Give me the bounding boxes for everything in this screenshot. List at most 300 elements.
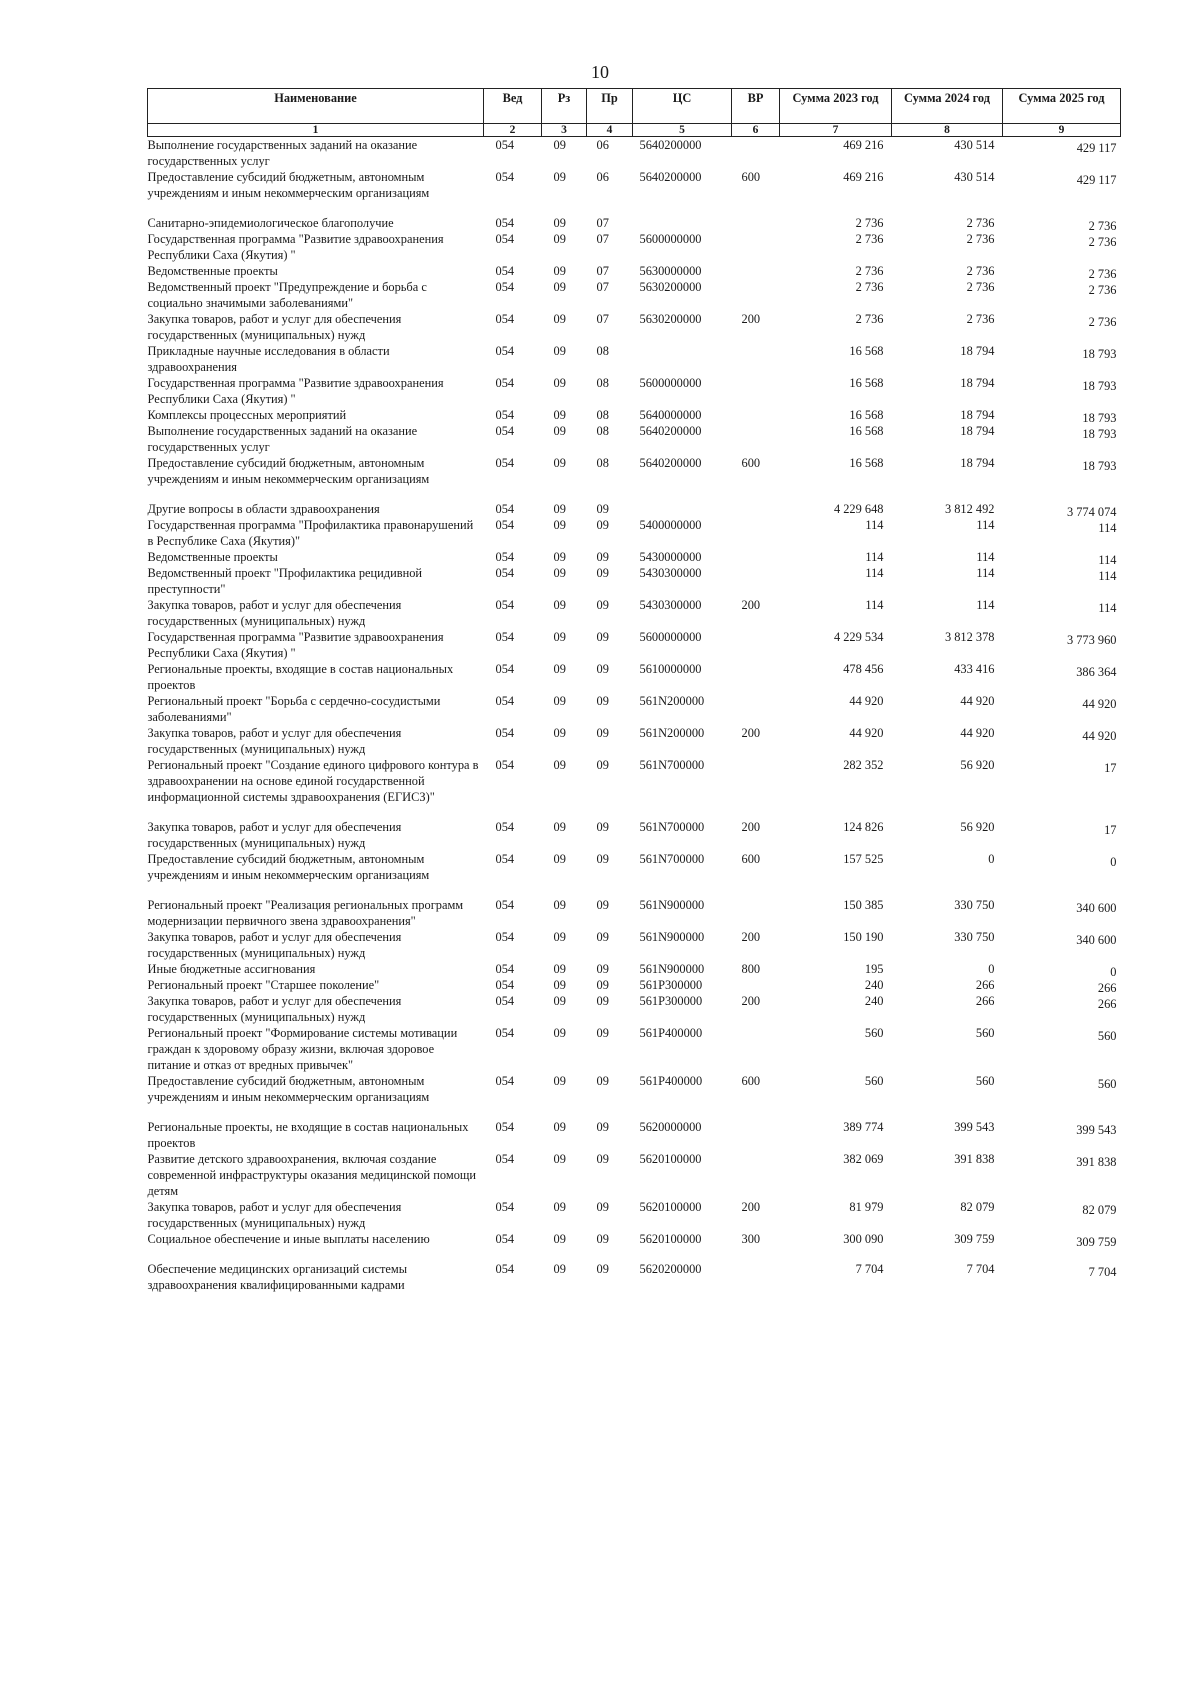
row-vr [732,1025,780,1073]
row-sum-2023: 16 568 [849,344,884,358]
table-row [148,1199,1121,1231]
row-name: Обеспечение медицинских организаций системы здравоохранения квалифицированными кадрами [147,1262,408,1292]
row-sum-2025 [1003,1025,1121,1073]
row-cs: 561P300000 [639,978,703,992]
row-sum-2025-value: 0 [1110,855,1117,869]
row-sum-2025 [1003,215,1121,231]
row-sum-2024: 0 [988,852,995,866]
row-sum-2025 [1003,929,1121,961]
row-rz: 09 [553,694,566,708]
row-pr: 09 [596,852,609,866]
table-row [148,757,1121,805]
spacer-cell [148,201,1121,215]
row-sum-2025-value: 429 117 [1076,173,1117,187]
row-sum-2023: 114 [865,550,884,564]
row-ved: 054 [495,566,515,580]
row-sum-2025-value: 44 920 [1082,697,1117,711]
row-sum-2025 [1003,517,1121,549]
row-vr: 200 [741,1200,761,1214]
table-row [148,311,1121,343]
column-number: 1 [148,124,484,137]
table-row [148,549,1121,565]
table-row [148,851,1121,883]
row-sum-2024: 560 [975,1026,995,1040]
row-cs: 5630200000 [639,312,702,326]
table-row [148,501,1121,517]
row-vr: 600 [741,1074,761,1088]
header-sum-2023: Сумма 2023 год [780,89,892,124]
column-number: 2 [484,124,542,137]
row-name: Санитарно-эпидемиологическое благополучие [147,216,394,230]
row-rz: 09 [553,264,566,278]
row-sum-2023: 478 456 [843,662,884,676]
row-name: Региональный проект "Формирование системы мотивации граждан к здоровому образу жизни, включая здоровое питание и отказ от вредных привычек" [147,1026,458,1072]
budget-table [147,88,1121,1293]
row-sum-2024: 2 736 [966,216,995,230]
row-vr [732,757,780,805]
row-ved: 054 [495,1200,515,1214]
row-sum-2023: 16 568 [849,408,884,422]
row-sum-2024: 2 736 [966,280,995,294]
row-vr: 200 [741,930,761,944]
row-pr: 09 [596,962,609,976]
row-ved: 054 [495,598,515,612]
table-row [148,215,1121,231]
row-cs: 5600000000 [639,376,702,390]
row-cs: 5640200000 [639,170,702,184]
row-sum-2025 [1003,231,1121,263]
row-ved: 054 [495,232,515,246]
table-row [148,597,1121,629]
row-cs: 561N900000 [639,930,705,944]
row-pr: 09 [596,598,609,612]
row-sum-2025-value: 18 793 [1082,411,1117,425]
row-rz: 09 [553,898,566,912]
row-ved: 054 [495,662,515,676]
row-vr: 600 [741,170,761,184]
row-pr: 09 [596,662,609,676]
row-ved: 054 [495,1262,515,1276]
row-vr: 200 [741,726,761,740]
row-sum-2025-value: 114 [1098,601,1117,615]
table-row [148,977,1121,993]
row-sum-2023: 2 736 [855,216,884,230]
column-number: 4 [587,124,633,137]
row-rz: 09 [553,550,566,564]
table-row [148,661,1121,693]
row-rz: 09 [553,598,566,612]
row-ved: 054 [495,852,515,866]
row-ved: 054 [495,170,515,184]
row-name: Государственная программа "Развитие здравоохранения Республики Саха (Якутия) " [147,232,444,262]
row-sum-2023: 240 [864,994,884,1008]
row-sum-2024: 399 543 [954,1120,995,1134]
row-ved: 054 [495,408,515,422]
row-sum-2025-value: 2 736 [1088,267,1117,281]
row-sum-2024: 2 736 [966,232,995,246]
row-cs: 5600000000 [639,232,702,246]
row-sum-2025 [1003,1073,1121,1105]
row-cs [633,343,732,375]
column-number: 6 [732,124,780,137]
row-sum-2025 [1003,501,1121,517]
row-sum-2023: 81 979 [849,1200,884,1214]
row-sum-2025-value: 560 [1097,1077,1117,1091]
row-sum-2024: 391 838 [954,1152,995,1166]
row-sum-2025-value: 82 079 [1082,1203,1117,1217]
row-vr [732,423,780,455]
row-rz: 09 [553,852,566,866]
row-cs: 5640200000 [639,424,702,438]
row-sum-2023: 16 568 [849,456,884,470]
row-cs: 561N200000 [639,694,705,708]
row-rz: 09 [553,408,566,422]
row-sum-2025-value: 114 [1098,521,1117,535]
row-sum-2023: 114 [865,566,884,580]
row-name: Ведомственный проект "Профилактика рецидивной преступности" [147,566,423,596]
row-sum-2023: 44 920 [849,694,884,708]
row-cs: 561N700000 [639,758,705,772]
row-ved: 054 [495,694,515,708]
row-vr [732,565,780,597]
row-sum-2025 [1003,1261,1121,1293]
row-sum-2025-value: 391 838 [1076,1155,1117,1169]
row-vr [732,977,780,993]
table-row [148,897,1121,929]
spacer-cell [148,1105,1121,1119]
row-sum-2025 [1003,311,1121,343]
row-name: Закупка товаров, работ и услуг для обеспечения государственных (муниципальных) нужд [147,994,402,1024]
table-row [148,1231,1121,1247]
row-sum-2025-value: 3 774 074 [1066,505,1117,519]
row-pr: 09 [596,1026,609,1040]
row-sum-2023: 4 229 648 [833,502,884,516]
row-rz: 09 [553,138,566,152]
row-vr [732,897,780,929]
row-rz: 09 [553,630,566,644]
row-sum-2024: 0 [988,962,995,976]
row-sum-2024: 7 704 [966,1262,995,1276]
row-pr: 09 [596,630,609,644]
table-row [148,961,1121,977]
column-number: 5 [633,124,732,137]
row-sum-2024: 44 920 [960,726,995,740]
row-rz: 09 [553,1152,566,1166]
row-pr: 09 [596,1120,609,1134]
row-sum-2025 [1003,375,1121,407]
row-rz: 09 [553,216,566,230]
row-sum-2023: 2 736 [855,312,884,326]
row-sum-2025-value: 18 793 [1082,427,1117,441]
table-row [148,279,1121,311]
table-row [148,1025,1121,1073]
row-ved: 054 [495,264,515,278]
row-ved: 054 [495,1074,515,1088]
row-name: Комплексы процессных мероприятий [147,408,347,422]
header-sum-2024: Сумма 2024 год [892,89,1003,124]
row-sum-2023: 124 826 [843,820,884,834]
row-sum-2024: 430 514 [954,138,995,152]
row-name: Выполнение государственных заданий на оказание государственных услуг [147,424,418,454]
row-cs: 5620100000 [639,1232,702,1246]
row-name: Закупка товаров, работ и услуг для обеспечения государственных (муниципальных) нужд [147,1200,402,1230]
header-sum-2025: Сумма 2025 год [1003,89,1121,124]
table-row [148,169,1121,201]
row-sum-2023: 560 [864,1026,884,1040]
row-sum-2025 [1003,661,1121,693]
row-sum-2023: 114 [865,518,884,532]
row-sum-2025 [1003,137,1121,170]
row-ved: 054 [495,930,515,944]
row-vr [732,693,780,725]
row-sum-2025-value: 340 600 [1076,933,1117,947]
table-row [148,929,1121,961]
row-sum-2025 [1003,1199,1121,1231]
row-ved: 054 [495,138,515,152]
row-pr: 09 [596,898,609,912]
row-sum-2024: 3 812 492 [944,502,995,516]
row-sum-2024: 114 [976,598,995,612]
row-sum-2024: 114 [976,518,995,532]
row-cs: 561N900000 [639,962,705,976]
row-spacer [148,201,1121,215]
row-pr: 09 [596,1232,609,1246]
row-ved: 054 [495,820,515,834]
row-pr: 09 [596,1262,609,1276]
table-row [148,343,1121,375]
row-name: Государственная программа "Профилактика правонарушений в Республике Саха (Якутия)" [147,518,474,548]
row-ved: 054 [495,376,515,390]
table-row [148,1073,1121,1105]
row-pr: 07 [596,280,609,294]
row-sum-2025 [1003,407,1121,423]
row-sum-2023: 469 216 [843,170,884,184]
row-rz: 09 [553,280,566,294]
row-ved: 054 [495,1232,515,1246]
row-vr [732,343,780,375]
row-cs: 5400000000 [639,518,702,532]
row-name: Региональные проекты, входящие в состав национальных проектов [147,662,454,692]
row-cs: 561N700000 [639,852,705,866]
row-sum-2023: 469 216 [843,138,884,152]
row-pr: 09 [596,930,609,944]
row-cs: 5640000000 [639,408,702,422]
row-sum-2025-value: 18 793 [1082,379,1117,393]
row-vr [732,279,780,311]
row-sum-2024: 309 759 [954,1232,995,1246]
row-sum-2023: 16 568 [849,424,884,438]
row-sum-2025 [1003,423,1121,455]
row-sum-2025 [1003,993,1121,1025]
header-ved: Вед [484,89,542,124]
row-vr: 200 [741,312,761,326]
row-sum-2023: 157 525 [843,852,884,866]
row-sum-2023: 382 069 [843,1152,884,1166]
row-pr: 07 [596,232,609,246]
row-cs: 561P400000 [639,1026,703,1040]
row-ved: 054 [495,898,515,912]
row-spacer [148,1105,1121,1119]
row-sum-2025-value: 2 736 [1088,219,1117,233]
row-vr [732,1119,780,1151]
row-sum-2025 [1003,851,1121,883]
row-name: Социальное обеспечение и иные выплаты населению [147,1232,430,1246]
row-sum-2025 [1003,1151,1121,1199]
row-ved: 054 [495,216,515,230]
row-cs: 5430300000 [639,598,702,612]
row-rz: 09 [553,662,566,676]
header-name: Наименование [148,89,484,124]
row-vr [732,629,780,661]
header-cs: ЦС [633,89,732,124]
row-pr: 07 [596,264,609,278]
row-sum-2024: 18 794 [960,456,995,470]
row-sum-2025-value: 429 117 [1076,141,1117,155]
row-cs: 5630200000 [639,280,702,294]
column-number-row [148,124,1121,137]
row-ved: 054 [495,1026,515,1040]
column-number: 3 [542,124,587,137]
row-name: Выполнение государственных заданий на оказание государственных услуг [147,138,418,168]
table-row [148,819,1121,851]
row-rz: 09 [553,962,566,976]
table-row [148,137,1121,170]
row-sum-2025-value: 114 [1098,553,1117,567]
row-rz: 09 [553,1232,566,1246]
row-name: Ведомственный проект "Предупреждение и борьба с социально значимыми заболеваниями" [147,280,427,310]
row-pr: 09 [596,550,609,564]
row-rz: 09 [553,726,566,740]
row-pr: 09 [596,694,609,708]
row-name: Иные бюджетные ассигнования [147,962,316,976]
column-number: 7 [780,124,892,137]
row-name: Ведомственные проекты [147,550,278,564]
row-ved: 054 [495,280,515,294]
header-rz: Рз [542,89,587,124]
row-sum-2024: 430 514 [954,170,995,184]
row-cs: 5610000000 [639,662,702,676]
row-sum-2025 [1003,455,1121,487]
row-sum-2023: 7 704 [855,1262,884,1276]
row-sum-2024: 2 736 [966,264,995,278]
row-sum-2025-value: 386 364 [1076,665,1117,679]
row-ved: 054 [495,978,515,992]
row-pr: 08 [596,456,609,470]
row-rz: 09 [553,312,566,326]
row-sum-2024: 330 750 [954,930,995,944]
row-pr: 08 [596,344,609,358]
row-cs: 5620200000 [639,1262,702,1276]
row-cs: 561P300000 [639,994,703,1008]
row-sum-2023: 4 229 534 [833,630,884,644]
row-rz: 09 [553,930,566,944]
row-sum-2024: 266 [975,978,995,992]
row-rz: 09 [553,376,566,390]
row-sum-2025-value: 340 600 [1076,901,1117,915]
row-sum-2023: 2 736 [855,280,884,294]
row-sum-2024: 330 750 [954,898,995,912]
row-ved: 054 [495,502,515,516]
row-name: Предоставление субсидий бюджетным, автономным учреждениям и иным некоммерческим организациям [147,170,430,200]
header-vr: ВР [732,89,780,124]
row-ved: 054 [495,758,515,772]
row-name: Закупка товаров, работ и услуг для обеспечения государственных (муниципальных) нужд [147,726,402,756]
row-spacer [148,487,1121,501]
row-rz: 09 [553,566,566,580]
row-pr: 07 [596,312,609,326]
table-body [148,137,1121,1294]
row-vr: 200 [741,820,761,834]
header-pr: Пр [587,89,633,124]
row-pr: 09 [596,978,609,992]
row-name: Закупка товаров, работ и услуг для обеспечения государственных (муниципальных) нужд [147,312,402,342]
row-vr [732,137,780,170]
row-pr: 09 [596,758,609,772]
row-spacer [148,1247,1121,1261]
row-name: Прикладные научные исследования в области здравоохранения [147,344,390,374]
row-sum-2024: 56 920 [960,820,995,834]
row-name: Региональный проект "Старшее поколение" [147,978,380,992]
row-name: Предоставление субсидий бюджетным, автономным учреждениям и иным некоммерческим организациям [147,1074,430,1104]
row-sum-2025 [1003,757,1121,805]
row-sum-2025-value: 2 736 [1088,315,1117,329]
row-sum-2024: 433 416 [954,662,995,676]
row-rz: 09 [553,424,566,438]
row-vr [732,1261,780,1293]
row-name: Государственная программа "Развитие здравоохранения Республики Саха (Якутия) " [147,630,444,660]
row-vr [732,407,780,423]
row-vr: 800 [741,962,761,976]
row-sum-2025-value: 399 543 [1076,1123,1117,1137]
row-pr: 09 [596,726,609,740]
row-vr: 300 [741,1232,761,1246]
row-cs: 5620000000 [639,1120,702,1134]
row-sum-2024: 18 794 [960,408,995,422]
row-sum-2024: 266 [975,994,995,1008]
row-vr: 200 [741,598,761,612]
row-cs: 5640200000 [639,138,702,152]
row-rz: 09 [553,1262,566,1276]
row-sum-2025-value: 266 [1097,997,1117,1011]
row-vr [732,501,780,517]
row-sum-2024: 114 [976,566,995,580]
column-number: 8 [892,124,1003,137]
row-sum-2025 [1003,961,1121,977]
table-row [148,693,1121,725]
row-rz: 09 [553,170,566,184]
row-sum-2023: 114 [865,598,884,612]
row-spacer [148,805,1121,819]
row-pr: 09 [596,820,609,834]
row-cs: 5630000000 [639,264,702,278]
row-sum-2024: 82 079 [960,1200,995,1214]
row-rz: 09 [553,994,566,1008]
row-sum-2024: 560 [975,1074,995,1088]
row-sum-2024: 114 [976,550,995,564]
row-rz: 09 [553,344,566,358]
row-sum-2025 [1003,897,1121,929]
row-name: Другие вопросы в области здравоохранения [147,502,380,516]
row-rz: 09 [553,232,566,246]
row-sum-2025-value: 18 793 [1082,459,1117,473]
row-vr [732,517,780,549]
row-cs: 5430300000 [639,566,702,580]
row-sum-2025 [1003,725,1121,757]
row-rz: 09 [553,820,566,834]
row-sum-2023: 300 090 [843,1232,884,1246]
row-sum-2025-value: 114 [1098,569,1117,583]
row-sum-2025-value: 2 736 [1088,235,1117,249]
